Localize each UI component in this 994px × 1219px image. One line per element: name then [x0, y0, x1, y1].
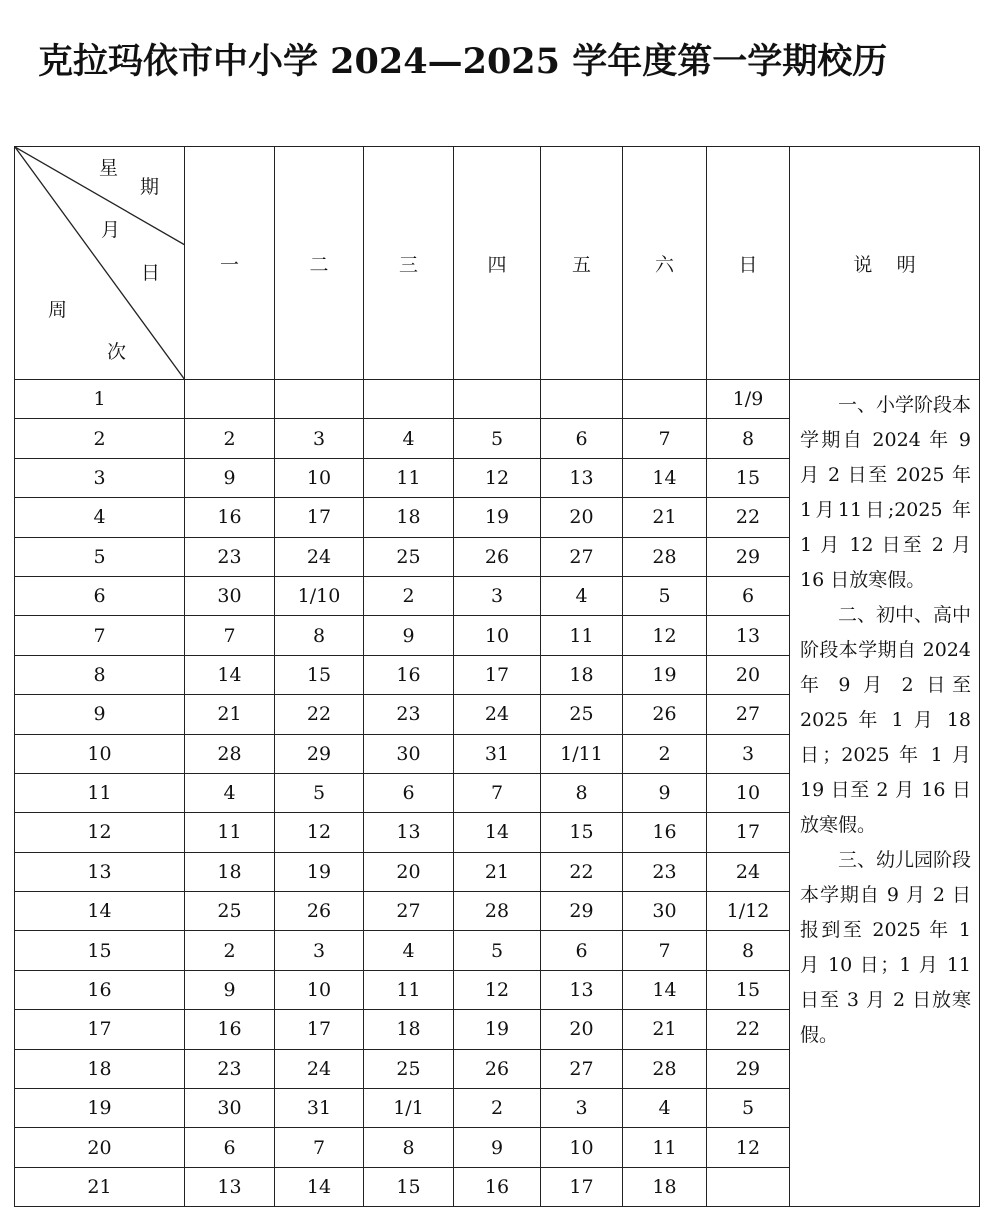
weekday-header-fri: 五: [541, 147, 623, 380]
date-cell: 29: [707, 537, 790, 576]
weekday-header-sun: 日: [707, 147, 790, 380]
date-cell: 22: [707, 498, 790, 537]
date-cell: 12: [454, 970, 541, 1009]
week-row: [15, 380, 980, 419]
date-cell: 20: [364, 852, 454, 891]
week-number-cell: 5: [15, 537, 185, 576]
week-number-cell: 19: [15, 1089, 185, 1128]
date-cell: 25: [364, 537, 454, 576]
date-cell: 12: [454, 458, 541, 497]
date-cell: 7: [454, 773, 541, 812]
corner-label-xing: 星: [99, 157, 119, 179]
date-cell: 12: [707, 1128, 790, 1167]
date-cell: 1/11: [541, 734, 623, 773]
week-number-cell: 6: [15, 576, 185, 615]
date-cell: 30: [185, 576, 275, 615]
date-cell: 1/1: [364, 1089, 454, 1128]
date-cell: 25: [185, 892, 275, 931]
date-cell: 7: [185, 616, 275, 655]
date-cell: 16: [454, 1167, 541, 1206]
date-cell: 8: [275, 616, 364, 655]
date-cell: 29: [541, 892, 623, 931]
date-cell: 11: [364, 458, 454, 497]
date-cell: 7: [275, 1128, 364, 1167]
date-cell: 14: [185, 655, 275, 694]
date-cell: 19: [275, 852, 364, 891]
date-cell: 31: [454, 734, 541, 773]
notes-header: 说 明: [790, 147, 980, 380]
date-cell: 5: [454, 419, 541, 458]
date-cell: 5: [707, 1089, 790, 1128]
date-cell: 12: [275, 813, 364, 852]
date-cell: 18: [541, 655, 623, 694]
date-cell: 24: [275, 1049, 364, 1088]
week-number-cell: 18: [15, 1049, 185, 1088]
date-cell: 19: [623, 655, 707, 694]
date-cell: 11: [364, 970, 454, 1009]
date-cell: 3: [275, 931, 364, 970]
date-cell: 30: [623, 892, 707, 931]
date-cell: 1/12: [707, 892, 790, 931]
date-cell: 18: [364, 1010, 454, 1049]
week-number-cell: 15: [15, 931, 185, 970]
note-paragraph: 一、小学阶段本学期自 2024 年 9 月 2 日至 2025 年1月11日;2025 年 1 月 12 日至 2 月 16 日放寒假。: [800, 394, 972, 591]
date-cell: 19: [454, 498, 541, 537]
weekday-header-wed: 三: [364, 147, 454, 380]
week-number-cell: 7: [15, 616, 185, 655]
date-cell: 13: [541, 970, 623, 1009]
date-cell: 10: [454, 616, 541, 655]
date-cell: 4: [364, 931, 454, 970]
date-cell: 8: [707, 931, 790, 970]
date-cell: 2: [185, 931, 275, 970]
date-cell: 26: [623, 695, 707, 734]
date-cell: 6: [364, 773, 454, 812]
date-cell: 18: [185, 852, 275, 891]
date-cell: 1/10: [275, 576, 364, 615]
date-cell: 16: [185, 498, 275, 537]
date-cell: 26: [275, 892, 364, 931]
date-cell: 25: [541, 695, 623, 734]
date-cell: 3: [275, 419, 364, 458]
date-cell: 21: [454, 852, 541, 891]
date-cell: 11: [623, 1128, 707, 1167]
week-number-cell: 3: [15, 458, 185, 497]
date-cell: 7: [623, 419, 707, 458]
date-cell: [707, 1167, 790, 1206]
date-cell: 21: [623, 1010, 707, 1049]
date-cell: 14: [275, 1167, 364, 1206]
page-title: 克拉玛依市中小学 2024—2025 学年度第一学期校历: [38, 41, 888, 82]
date-cell: 9: [364, 616, 454, 655]
date-cell: 3: [454, 576, 541, 615]
date-cell: 26: [454, 537, 541, 576]
date-cell: 27: [541, 537, 623, 576]
date-cell: 25: [364, 1049, 454, 1088]
date-cell: 13: [364, 813, 454, 852]
date-cell: [454, 380, 541, 419]
date-cell: 8: [541, 773, 623, 812]
date-cell: 30: [364, 734, 454, 773]
week-number-cell: 8: [15, 655, 185, 694]
date-cell: 14: [623, 970, 707, 1009]
date-cell: 19: [454, 1010, 541, 1049]
date-cell: 16: [185, 1010, 275, 1049]
date-cell: 3: [707, 734, 790, 773]
date-cell: 17: [275, 1010, 364, 1049]
date-cell: 5: [454, 931, 541, 970]
date-cell: 7: [623, 931, 707, 970]
date-cell: 20: [707, 655, 790, 694]
date-cell: 2: [185, 419, 275, 458]
date-cell: 29: [707, 1049, 790, 1088]
date-cell: 28: [454, 892, 541, 931]
date-cell: 27: [364, 892, 454, 931]
date-cell: 6: [185, 1128, 275, 1167]
date-cell: [275, 380, 364, 419]
note-paragraph: 二、初中、高中阶段本学期自 2024 年 9 月 2 日至 2025 年 1 月 18 日；2025 年 1 月 19 日至 2 月 16 日放寒假。: [800, 604, 972, 836]
date-cell: 9: [185, 458, 275, 497]
week-number-cell: 13: [15, 852, 185, 891]
date-cell: 12: [623, 616, 707, 655]
date-cell: 30: [185, 1089, 275, 1128]
school-calendar-table: [14, 146, 980, 1207]
date-cell: 15: [275, 655, 364, 694]
date-cell: 3: [541, 1089, 623, 1128]
date-cell: 11: [541, 616, 623, 655]
date-cell: 13: [541, 458, 623, 497]
date-cell: 9: [454, 1128, 541, 1167]
date-cell: 17: [275, 498, 364, 537]
date-cell: 15: [364, 1167, 454, 1206]
date-cell: 6: [541, 419, 623, 458]
date-cell: 27: [541, 1049, 623, 1088]
week-number-cell: 10: [15, 734, 185, 773]
date-cell: 6: [541, 931, 623, 970]
date-cell: 23: [185, 537, 275, 576]
date-cell: 14: [623, 458, 707, 497]
date-cell: 4: [623, 1089, 707, 1128]
date-cell: 8: [707, 419, 790, 458]
header-row: [15, 147, 980, 380]
date-cell: 2: [454, 1089, 541, 1128]
date-cell: 16: [623, 813, 707, 852]
date-cell: 10: [541, 1128, 623, 1167]
corner-label-ri: 日: [141, 262, 161, 284]
corner-label-ci: 次: [107, 341, 127, 363]
date-cell: 17: [454, 655, 541, 694]
date-cell: 10: [275, 458, 364, 497]
week-number-cell: 17: [15, 1010, 185, 1049]
date-cell: 31: [275, 1089, 364, 1128]
week-number-cell: 21: [15, 1167, 185, 1206]
date-cell: 6: [707, 576, 790, 615]
corner-label-zhou: 周: [48, 299, 68, 321]
date-cell: 16: [364, 655, 454, 694]
date-cell: 17: [541, 1167, 623, 1206]
corner-label-qi: 期: [140, 176, 160, 198]
week-number-cell: 4: [15, 498, 185, 537]
date-cell: 22: [541, 852, 623, 891]
date-cell: 23: [623, 852, 707, 891]
date-cell: 28: [623, 1049, 707, 1088]
date-cell: 22: [707, 1010, 790, 1049]
week-number-cell: 14: [15, 892, 185, 931]
date-cell: 2: [623, 734, 707, 773]
date-cell: [185, 380, 275, 419]
weekday-header-mon: 一: [185, 147, 275, 380]
date-cell: 10: [275, 970, 364, 1009]
date-cell: 15: [541, 813, 623, 852]
date-cell: 24: [707, 852, 790, 891]
date-cell: 20: [541, 1010, 623, 1049]
date-cell: 13: [707, 616, 790, 655]
date-cell: 4: [185, 773, 275, 812]
date-cell: 4: [541, 576, 623, 615]
date-cell: 24: [454, 695, 541, 734]
date-cell: 29: [275, 734, 364, 773]
date-cell: 17: [707, 813, 790, 852]
date-cell: [623, 380, 707, 419]
week-number-cell: 20: [15, 1128, 185, 1167]
date-cell: 27: [707, 695, 790, 734]
date-cell: 18: [623, 1167, 707, 1206]
notes-cell: [790, 380, 980, 1207]
weekday-header-tue: 二: [275, 147, 364, 380]
week-number-cell: 9: [15, 695, 185, 734]
corner-header-cell: [15, 147, 185, 380]
date-cell: 28: [185, 734, 275, 773]
week-number-cell: 11: [15, 773, 185, 812]
date-cell: 11: [185, 813, 275, 852]
week-number-cell: 1: [15, 380, 185, 419]
weekday-header-sat: 六: [623, 147, 707, 380]
date-cell: 8: [364, 1128, 454, 1167]
date-cell: [541, 380, 623, 419]
corner-label-yue: 月: [101, 219, 121, 241]
date-cell: 24: [275, 537, 364, 576]
date-cell: 18: [364, 498, 454, 537]
date-cell: 14: [454, 813, 541, 852]
date-cell: 22: [275, 695, 364, 734]
date-cell: 20: [541, 498, 623, 537]
date-cell: 9: [185, 970, 275, 1009]
date-cell: 4: [364, 419, 454, 458]
date-cell: 1/9: [707, 380, 790, 419]
date-cell: 10: [707, 773, 790, 812]
week-number-cell: 12: [15, 813, 185, 852]
date-cell: [364, 380, 454, 419]
date-cell: 23: [364, 695, 454, 734]
weekday-header-thu: 四: [454, 147, 541, 380]
date-cell: 21: [185, 695, 275, 734]
date-cell: 28: [623, 537, 707, 576]
date-cell: 23: [185, 1049, 275, 1088]
note-paragraph: 三、幼儿园阶段本学期自 9 月 2 日报到至 2025 年 1 月 10 日；1 月 11 日至 3 月 2 日放寒假。: [800, 849, 972, 1046]
week-number-cell: 16: [15, 970, 185, 1009]
date-cell: 13: [185, 1167, 275, 1206]
date-cell: 5: [623, 576, 707, 615]
week-number-cell: 2: [15, 419, 185, 458]
date-cell: 15: [707, 970, 790, 1009]
date-cell: 2: [364, 576, 454, 615]
date-cell: 15: [707, 458, 790, 497]
date-cell: 26: [454, 1049, 541, 1088]
date-cell: 9: [623, 773, 707, 812]
date-cell: 21: [623, 498, 707, 537]
date-cell: 5: [275, 773, 364, 812]
